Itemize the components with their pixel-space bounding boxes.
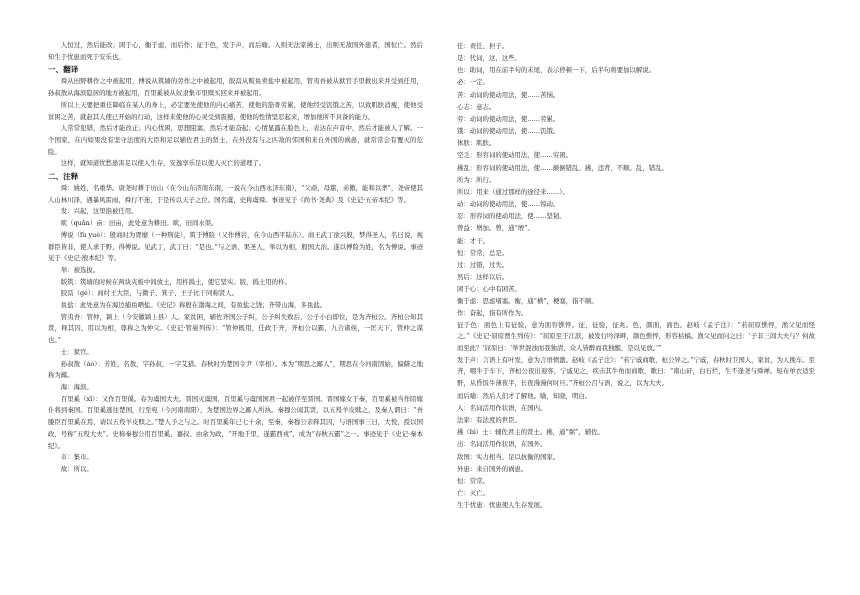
note-paragraph: 发：兴起，这里指被任用。 [60,207,138,216]
note-line: 外患：来自国外的祸患。 [457,464,528,473]
note-line: 过：过错，过失。 [457,260,509,269]
note-paragraph: 市：集市。 [60,453,93,462]
note-paragraph: 士：狱官。 [60,347,93,356]
note-line: 恒：常常，总是。 [457,248,509,257]
note-line: 所为：所行。 [457,175,496,184]
intro-paragraph: 人恒过，然后能改；困于心，衡于虑，而后作；征于色，发于声，而后喻。入则无法家拂士，出则无敌国外患者，国恒亡。然后知生于忧患而死于安乐也。 [48,41,423,61]
note-line: 能：才干。 [457,236,489,245]
note-line: 生于忧患：忧患使人生存发展。 [457,501,547,510]
translation-paragraph: 这样，就知道忧愁患害足以使人生存，安逸享乐足以使人灭亡的道理了。 [60,159,266,168]
note-line: 恒：常常。 [457,476,489,485]
note-paragraph: 版筑：筑墙的时候在两块夹板中间放土，用杵捣土，使它坚实。版，捣土用的杵。 [60,277,291,286]
translation-paragraph: 所以上天要把重任降临在某人的身上，必定要先使他的内心痛苦，使他的筋骨劳累，使他经受饥饿之苦，以致肌肤消瘦，使他受贫困之苦，就赵其人使已开始的行动，这样来使他的心灵受到震撼，使他的性情坚忍起来，增加他所不具备的能力。 [48,100,423,121]
note-line: 动：动词的使动用法，使……惊动。 [457,200,560,209]
translation-paragraph: 人常常犯错，然后才能改正；内心忧困，思想阻塞，然后才能奋起；心情显露在脸色上，表达在声音中，然后才能被人了解。一个国家，在内如果没有坚守法度的大臣和足以辅佐君主的贤士，在外没有与之匹敌的邻国和来自外国的祸患，就常常会有覆灭的危险。 [48,124,423,156]
note-line: 忍：形容词的使动用法，使……坚韧。 [457,212,566,221]
note-line: 所以：用来（通过那样的途径来……）。 [457,187,569,196]
note-line: 空乏：形容词的使动用法，使……穷困。 [457,151,573,160]
note-line: 是：代词，这，这些。 [457,54,521,63]
note-line: 必：一定。 [457,78,489,87]
note-line: 法家：有法度的世臣。 [457,416,521,425]
note-line: 饿：动词的使动用法，使……饥饿。 [457,127,560,136]
note-line: 拂乱：形容词的使动用法，使……颠倒错乱。拂，违背，不顺。乱，错乱。 [457,163,668,172]
note-line: 拂（bì）士：辅佐君主的贤士。拂，通“弼”，辅佐。 [457,428,604,437]
note-line: 衡于虑：思虑堵塞。衡，通“横”，梗塞，指不顺。 [457,297,598,306]
note-line: 敌国：实力相当、足以抗衡的国家。 [457,452,560,461]
note-paragraph: 故：所以。 [60,464,93,473]
section-heading-translation: 一、翻译 [48,65,79,75]
note-line: 作：奋起，指有所作为。 [457,309,528,318]
note-paragraph: 舜：姚姓，名重华。唐尧时耕于历山（在今山东济南东南，一说在今山西永济东南），“父顽，母嚚，弟傲，能和以孝”，尧帝使其人山林川泽，遇暴风雷雨，舜行不迷，于是传以天子之位。国名虞，史称虞舜。事迹见于《尚书·尧典》及《史记·五帝本纪》等。 [48,184,423,204]
note-line: 困于心：心中有困苦。 [457,285,521,294]
note-paragraph: 胶鬲（gé）：商纣王大臣，与微子、箕子、王子比干同称贤人。 [60,289,239,298]
note-paragraph: 征于色：面色上有征验，意为面容憔悴。征，征验，征兆。色，颜面，面色。赵岐《孟子注》：“若屈原憔悴，渔父见而怪之。”《史记·屈原贾生列传》：“屈原至于江滨，被发行吟泽畔，颜色憔悴，形容枯槁。渔父见而问之曰：‘子非三闾大夫与？何故而至此？’屈原曰：‘举世混浊而我独清，众人皆醉而我独醒，是以见放。’” [457,320,815,352]
note-line: 任：责任、担子。 [457,42,509,50]
translation-paragraph: 舜从田野耕作之中被起用，傅说从筑墙的劳作之中被起用，胶鬲从贩鱼卖盐中被起用，管夷吾被从狱官手里救出来并受到任用，孙叔敖从海滨隐居的地方被起用，百里奚被从奴隶集市里赎买回来并被起用。 [48,77,423,98]
note-paragraph: 举：被选拔。 [60,265,100,274]
note-line: 而后喻：然后人们才了解他。喻，知晓，明白。 [457,391,592,400]
note-line: 苦：动词的使动用法，使……苦恼。 [457,90,560,99]
note-line: 心志：意志。 [457,102,496,111]
note-paragraph: 傅说（fù yuè）：殷商时为胥靡（一种刑徒），筑于傅险（又作傅岩，在今山西平陆东）。商王武丁欲兴殷，梦得圣人，名曰说，视群臣皆非，使人求于野，得傅说。见武丁，武丁曰：“是也。”与之语，果圣人，举以为相，殷国大治。遂以傅险为姓，名为傅说。事迹见于《史记·殷本纪》等。 [48,230,423,263]
note-paragraph: 管夷吾：管仲，颍上（今安徽颍上县）人。家贫困，辅佐齐国公子纠，公子纠失败后，公子小白即位，是为齐桓公。齐桓公知其贤，释其囚，用以为相，尊称之为仲父。《史记·管晏列传》：“管仲既用，任政于齐，齐桓公以霸，九合诸侯，一匡天下，管仲之谋也。” [48,312,423,345]
note-line: 然后：这样以后。 [457,272,509,281]
note-paragraph: 鱼盐：此处意为在海边捕鱼晒盐。《史记》称殷在渤海之间，有鱼盐之饶；齐带山海，多鱼盐。 [60,301,327,310]
note-line: 亡：灭亡。 [457,489,489,498]
note-line: 也：助词，用在前半句的末尾，表示停顿一下，后半句将要加以解说。 [457,66,656,75]
note-line: 入：名词活用作状语，在国内。 [457,403,547,412]
note-paragraph: 发于声：言语上有叶发，意为言语愤激。赵岐《孟子注》：“若宁戚商歌，桓公异之。”宁戚，春秋时卫国人，家贫，为人挽车。至齐，喂牛于车下，齐桓公夜出迎客，宁戚见之，疾击其牛角而商歌，歌曰：“南山矸，白石烂，生不逢尧与舜禅。短布单衣适至骭，从昏饭牛薄夜半，长夜漫漫何时旦。”齐桓公召与语，说之，以为大夫。 [457,355,816,388]
note-paragraph: 百里奚（xī）：又作百里傒。春为虞国大夫。晋国灭虞国，百里奚与虞国国君一起被俘至晋国。晋国嫁女于秦，百里奚被当作陪嫁仆将到秦国。百里奚逃往楚国，行至宛（今河南南阳），为楚国边界之鄙人所执。秦穆公闻其贤，以五羖羊皮赎之，及秦人谓曰：“吾媵臣百里奚在焉，请以五羖羊皮赎之。”楚人予之与之。时百里奚年已七十余，至秦，秦穆公亲释其囚，与语国事三日，大悦，授以国政，号称“五羖大夫”。史称秦穆公用百里奚、蹇叔、由余为政，“开地千里，遂霸西戎”，成为“春秋五霸”之一。事迹见于《史记·秦本纪》。 [48,394,423,450]
note-paragraph: 海：海滨。 [60,382,93,391]
note-paragraph: 畎（quǎn）亩：田亩，此处意为耕田。畎，田间水渠。 [60,219,218,228]
section-heading-notes: 二、注释 [48,172,79,182]
left-column [48,40,423,476]
note-line: 出：名词活用作状语，在国外。 [457,440,547,449]
note-paragraph: 孙叔敖（áo）：芳姓，名敖，字孙叔，一字艾猎。春秋时为楚国令尹（宰相）。本为“期思之鄙人”，期思在今河南固始，偏僻之地称为鄙。 [48,359,423,380]
note-line: 体肤：肌肤。 [457,139,496,148]
note-line: 曾益：增加。曾，通“增”。 [457,224,534,233]
right-column [457,40,815,511]
note-line: 劳：动词的使动用法，使……劳累。 [457,114,560,123]
